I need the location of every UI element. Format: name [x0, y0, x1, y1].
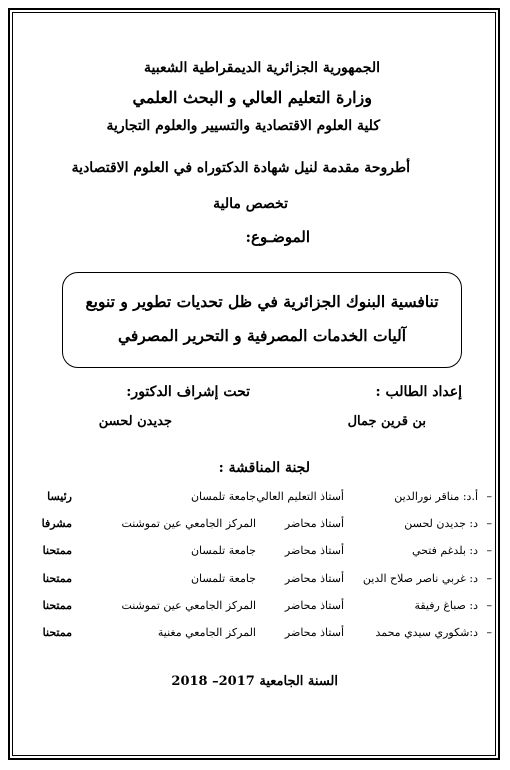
- member-dash: –: [486, 544, 492, 557]
- academic-year: السنة الجامعية 2017– 2018: [171, 674, 338, 689]
- student-name: بن قرين جمال: [347, 414, 426, 429]
- member-rank: أستاذ التعليم العالي: [256, 490, 344, 503]
- member-rank: أستاذ محاضر: [284, 599, 344, 612]
- member-institution: جامعة تلمسان: [190, 490, 256, 503]
- republic-heading: الجمهورية الجزائرية الديمقراطية الشعبية: [143, 60, 380, 76]
- member-rank: أستاذ محاضر: [284, 517, 344, 530]
- member-institution: المركز الجامعي عين تموشنت: [121, 599, 256, 612]
- ministry-heading: وزارة التعليم العالي و البحث العلمي: [132, 88, 372, 107]
- faculty-heading: كلية العلوم الاقتصادية والتسيير والعلوم التجارية: [106, 118, 380, 134]
- member-role: مشرفا: [41, 517, 72, 530]
- topic-label: الموضـوع:: [245, 228, 310, 246]
- thesis-purpose: أطروحة مقدمة لنيل شهادة الدكتوراه في العلوم الاقتصادية: [71, 160, 410, 176]
- committee-member-row: [0, 572, 510, 594]
- member-institution: جامعة تلمسان: [190, 572, 256, 585]
- member-rank: أستاذ محاضر: [284, 626, 344, 639]
- committee-member-row: [0, 544, 510, 566]
- member-role: ممتحنا: [42, 544, 72, 557]
- member-rank: أستاذ محاضر: [284, 572, 344, 585]
- thesis-title-box: [62, 272, 462, 368]
- member-name: د: بلدغم فتحي: [412, 544, 478, 557]
- member-institution: المركز الجامعي عين تموشنت: [121, 517, 256, 530]
- thesis-title-line-2: آليات الخدمات المصرفية و التحرير المصرفي: [117, 326, 407, 345]
- member-name: أ.د: مناقر نورالدين: [394, 490, 478, 503]
- member-institution: المركز الجامعي مغنية: [157, 626, 256, 639]
- committee-member-row: [0, 490, 510, 512]
- member-dash: –: [486, 599, 492, 612]
- member-dash: –: [486, 517, 492, 530]
- member-institution: جامعة تلمسان: [190, 544, 256, 557]
- member-name: د:شكوري سيدي محمد: [375, 626, 478, 639]
- member-name: د: جديدن لحسن: [404, 517, 478, 530]
- member-role: ممتحنا: [42, 572, 72, 585]
- member-role: ممتحنا: [42, 599, 72, 612]
- member-dash: –: [486, 490, 492, 503]
- member-rank: أستاذ محاضر: [284, 544, 344, 557]
- committee-label: لجنة المناقشة :: [218, 460, 310, 476]
- member-name: د: غربي ناصر صلاح الدين: [362, 572, 478, 585]
- member-name: د: صباغ رفيقة: [414, 599, 478, 612]
- member-dash: –: [486, 572, 492, 585]
- supervisor-name: جديدن لحسن: [98, 414, 172, 429]
- thesis-specialty: تخصص مالية: [213, 196, 288, 212]
- member-dash: –: [486, 626, 492, 639]
- committee-member-row: [0, 626, 510, 648]
- member-role: رئيسا: [47, 490, 72, 503]
- member-role: ممتحنا: [42, 626, 72, 639]
- committee-member-row: [0, 599, 510, 621]
- thesis-title-line-1: تنافسية البنوك الجزائرية في ظل تحديات تطوير و تنويع: [85, 292, 439, 311]
- prepared-by-label: إعداد الطالب :: [375, 384, 462, 400]
- supervised-by-label: تحت إشراف الدكتور:: [126, 384, 250, 400]
- committee-member-row: [0, 517, 510, 539]
